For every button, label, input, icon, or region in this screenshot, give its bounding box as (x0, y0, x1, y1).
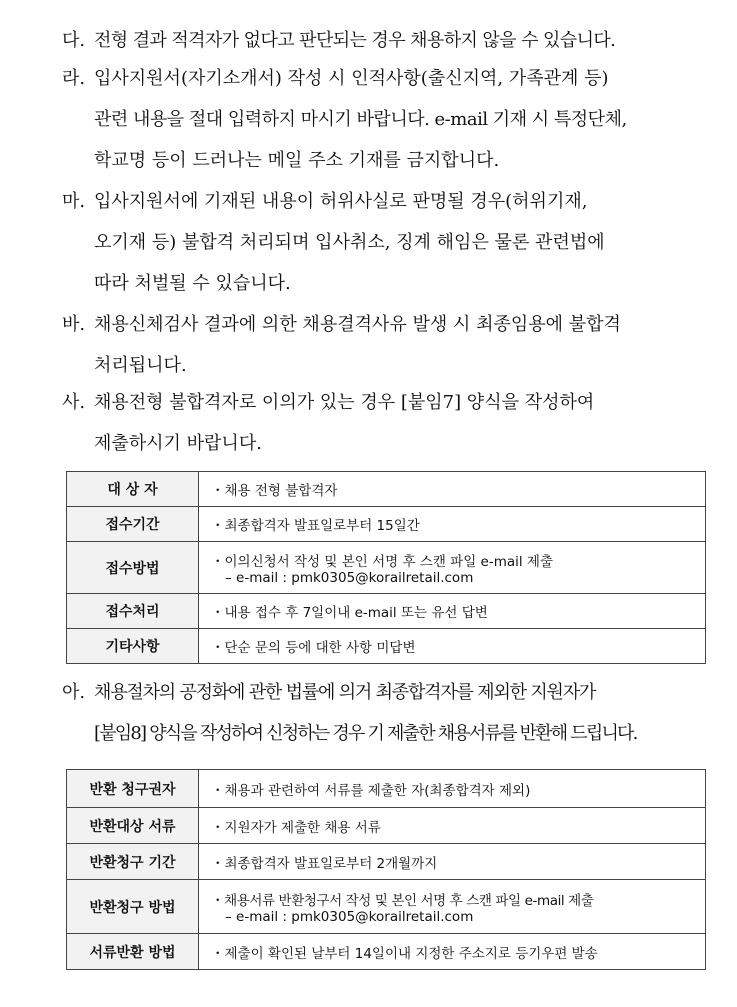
notice-item-sa (62, 387, 712, 469)
item-marker: 라. (62, 68, 86, 89)
notice-item-da (62, 25, 712, 66)
table-row (67, 629, 706, 664)
item-text: 제출하시기 바랍니다. (94, 433, 262, 454)
table-row (67, 542, 706, 594)
item-text: 학교명 등이 드러나는 메일 주소 기재를 금지합니다. (94, 150, 500, 171)
email-contact: – e-mail : pmk0305@korailretail.com (225, 569, 474, 586)
row-value: ・채용과 관련하여 서류를 제출한 자(최종합격자 제외) (199, 770, 706, 808)
item-text: 따라 처벌될 수 있습니다. (94, 273, 291, 294)
item-text: 채용신체검사 결과에 의한 채용결격사유 발생 시 최종임용에 불합격 (94, 314, 621, 335)
row-label: 기타사항 (67, 629, 199, 664)
item-text: 오기재 등) 불합격 처리되며 입사취소, 징계 해임은 물론 관련법에 (94, 232, 605, 253)
notice-item-ba (62, 309, 712, 391)
item-text: 전형 결과 적격자가 없다고 판단되는 경우 채용하지 않을 수 있습니다. (94, 30, 616, 51)
row-label: 접수처리 (67, 594, 199, 629)
item-marker: 마. (62, 191, 86, 212)
item-text: 처리됩니다. (94, 355, 187, 376)
row-label: 대 상 자 (67, 472, 199, 507)
item-marker: 사. (62, 392, 86, 413)
item-marker: 아. (62, 682, 86, 703)
table-row (67, 507, 706, 542)
item-text: [붙임8] 양식을 작성하여 신청하는 경우 기 제출한 채용서류를 반환해 드립니다. (94, 723, 637, 744)
item-text: 입사지원서에 기재된 내용이 허위사실로 판명될 경우(허위기재, (94, 191, 588, 212)
email-contact: – e-mail : pmk0305@korailretail.com (225, 908, 474, 925)
row-label: 반환 청구권자 (67, 770, 199, 808)
row-label: 접수방법 (67, 542, 199, 594)
table-row (67, 808, 706, 844)
row-value: ・제출이 확인된 날부터 14일이내 지정한 주소지로 등기우편 발송 (199, 934, 706, 970)
row-value: ・이의신청서 작성 및 본인 서명 후 스캔 파일 e-mail 제출 – e-mail : pmk0305@korailretail.com (199, 542, 706, 594)
notice-item-ra (62, 63, 712, 186)
row-label: 반환대상 서류 (67, 808, 199, 844)
table-row (67, 594, 706, 629)
notice-item-a (62, 677, 712, 759)
row-label: 접수기간 (67, 507, 199, 542)
table-row (67, 880, 706, 934)
row-value: ・최종합격자 발표일로부터 15일간 (199, 507, 706, 542)
row-value: ・지원자가 제출한 채용 서류 (199, 808, 706, 844)
notice-item-ma (62, 186, 712, 309)
objection-info-table (66, 471, 706, 664)
table-row (67, 934, 706, 970)
row-value: ・최종합격자 발표일로부터 2개월까지 (199, 844, 706, 880)
row-value: ・채용서류 반환청구서 작성 및 본인 서명 후 스캔 파일 e-mail 제출 – e-mail : pmk0305@korailretail.com (199, 880, 706, 934)
document-return-table (66, 769, 706, 970)
item-marker: 다. (62, 30, 86, 51)
row-label: 반환청구 기간 (67, 844, 199, 880)
row-value: ・채용 전형 불합격자 (199, 472, 706, 507)
row-value: ・단순 문의 등에 대한 사항 미답변 (199, 629, 706, 664)
item-marker: 바. (62, 314, 86, 335)
table-row (67, 770, 706, 808)
table-row (67, 844, 706, 880)
item-text: 채용절차의 공정화에 관한 법률에 의거 최종합격자를 제외한 지원자가 (94, 682, 596, 703)
item-text: 입사지원서(자기소개서) 작성 시 인적사항(출신지역, 가족관계 등) (94, 68, 609, 89)
item-text: 관련 내용을 절대 입력하지 마시기 바랍니다. e-mail 기재 시 특정단체, (94, 109, 627, 130)
table-row (67, 472, 706, 507)
row-label: 서류반환 방법 (67, 934, 199, 970)
row-value: ・내용 접수 후 7일이내 e-mail 또는 유선 답변 (199, 594, 706, 629)
item-text: 채용전형 불합격자로 이의가 있는 경우 [붙임7] 양식을 작성하여 (94, 392, 595, 413)
row-label: 반환청구 방법 (67, 880, 199, 934)
